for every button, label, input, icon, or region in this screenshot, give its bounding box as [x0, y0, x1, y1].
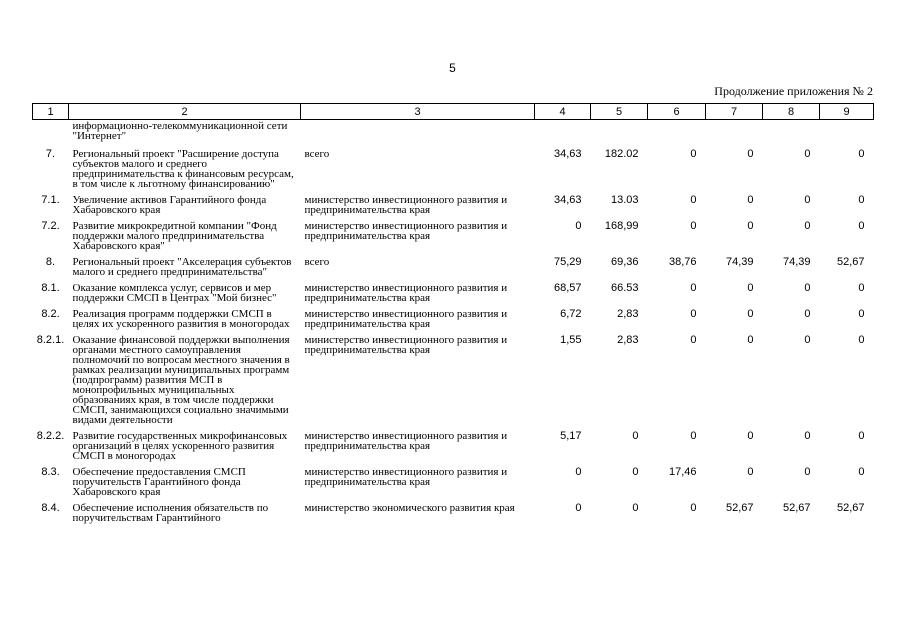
page-number: 5	[449, 61, 456, 75]
value-col-7: 52,67	[725, 502, 754, 514]
column-header: 7	[706, 104, 763, 120]
value-col-9: 0	[858, 220, 865, 232]
row-executor: министерство инвестиционного развития и предпринимательства края	[304, 466, 508, 488]
value-col-5: 0	[632, 466, 639, 478]
value-col-8: 0	[804, 148, 811, 160]
value-col-4: 1,55	[560, 334, 582, 346]
value-col-5: 66.53	[610, 282, 639, 294]
value-col-9: 0	[858, 308, 865, 320]
value-col-8: 0	[804, 308, 811, 320]
column-header: 4	[535, 104, 591, 120]
table-body	[33, 120, 874, 528]
row-name: Региональный проект "Расширение доступа субъектов малого и среднего предпринимательства к финансовым ресурсам, в том числе к льготному финансированию"	[72, 148, 294, 190]
column-header: 1	[33, 104, 69, 120]
value-col-9: 0	[858, 148, 865, 160]
row-executor: министерство экономического развития края	[304, 502, 515, 514]
row-executor: министерство инвестиционного развития и предпринимательства края	[304, 282, 508, 304]
row-number: 7.	[45, 148, 56, 160]
row-executor: министерство инвестиционного развития и предпринимательства края	[304, 194, 508, 216]
value-col-8: 52,67	[782, 502, 811, 514]
column-header: 9	[820, 104, 874, 120]
row-executor: всего	[304, 148, 330, 160]
value-col-5: 168,99	[604, 220, 639, 232]
value-col-7: 0	[747, 148, 754, 160]
value-col-4: 68,57	[553, 282, 582, 294]
row-executor: всего	[304, 256, 330, 268]
row-number	[33, 120, 69, 148]
row-name: Оказание финансовой поддержки выполнения органами местного самоуправления полномочий по вопросам местного значения в рамках реализации муниципальных программ (подпрограмм) развития МСП в монопрофильных муниципальных образованиях края, в том числе поддержки СМСП, занимающихся социально значимыми видами деятельности	[72, 334, 290, 426]
value-col-7	[706, 120, 763, 148]
value-col-4: 0	[575, 466, 582, 478]
value-col-4: 5,17	[560, 430, 582, 442]
table-row	[33, 307, 874, 333]
value-col-8: 0	[804, 194, 811, 206]
value-col-4	[535, 120, 591, 148]
value-col-8: 74,39	[782, 256, 811, 268]
appendix-table	[32, 103, 874, 527]
value-col-7: 0	[747, 430, 754, 442]
value-col-5: 13.03	[610, 194, 639, 206]
row-name: Реализация программ поддержки СМСП в целях их ускоренного развития в моногородах	[72, 308, 290, 330]
row-number: 8.1.	[41, 282, 60, 294]
value-col-7: 0	[747, 308, 754, 320]
value-col-6: 0	[690, 334, 697, 346]
value-col-6: 0	[690, 194, 697, 206]
value-col-6: 0	[690, 282, 697, 294]
row-number: 7.2.	[41, 220, 60, 232]
row-number: 8.2.1.	[36, 334, 65, 346]
value-col-6	[648, 120, 706, 148]
row-executor: министерство инвестиционного развития и предпринимательства края	[304, 308, 508, 330]
table-row	[33, 193, 874, 219]
row-name: Развитие микрокредитной компании "Фонд поддержки малого предпринимательства Хабаровского края"	[72, 220, 277, 252]
row-number: 8.3.	[41, 466, 60, 478]
value-col-4: 0	[575, 502, 582, 514]
table-row	[33, 281, 874, 307]
table-row	[33, 255, 874, 281]
value-col-5: 0	[632, 502, 639, 514]
row-number: 8.	[45, 256, 56, 268]
value-col-4: 75,29	[553, 256, 582, 268]
value-col-6: 0	[690, 430, 697, 442]
value-col-5: 182.02	[604, 148, 639, 160]
value-col-8: 0	[804, 466, 811, 478]
row-name: информационно-телекоммуникационной сети "Интернет"	[72, 120, 288, 142]
column-header: 6	[648, 104, 706, 120]
value-col-7: 0	[747, 334, 754, 346]
table-row	[33, 501, 874, 527]
table-row	[33, 147, 874, 193]
value-col-8: 0	[804, 430, 811, 442]
table-row	[33, 429, 874, 465]
value-col-5: 69,36	[610, 256, 639, 268]
column-header: 3	[301, 104, 535, 120]
value-col-7: 0	[747, 282, 754, 294]
column-number-row	[33, 104, 874, 120]
value-col-5	[591, 120, 648, 148]
value-col-7: 0	[747, 194, 754, 206]
value-col-6: 38,76	[668, 256, 697, 268]
row-executor: министерство инвестиционного развития и предпринимательства края	[304, 220, 508, 242]
value-col-8: 0	[804, 220, 811, 232]
value-col-4: 0	[575, 220, 582, 232]
value-col-6: 17,46	[668, 466, 697, 478]
value-col-6: 0	[690, 502, 697, 514]
value-col-4: 34,63	[553, 148, 582, 160]
row-name: Обеспечение предоставления СМСП поручительств Гарантийного фонда Хабаровского края	[72, 466, 246, 498]
value-col-8: 0	[804, 282, 811, 294]
value-col-6: 0	[690, 148, 697, 160]
value-col-9: 52,67	[836, 256, 865, 268]
row-number: 7.1.	[41, 194, 60, 206]
continuation-label: Продолжение приложения № 2	[714, 84, 873, 98]
value-col-9: 52,67	[836, 502, 865, 514]
row-number: 8.4.	[41, 502, 60, 514]
value-col-7: 0	[747, 220, 754, 232]
row-name: Региональный проект "Акселерация субъектов малого и среднего предпринимательства"	[72, 256, 292, 278]
value-col-9: 0	[858, 466, 865, 478]
value-col-5: 2,83	[617, 334, 639, 346]
row-name: Увеличение активов Гарантийного фонда Хабаровского края	[72, 194, 267, 216]
row-executor	[301, 120, 535, 148]
value-col-9: 0	[858, 334, 865, 346]
table-row	[33, 219, 874, 255]
table-row	[33, 333, 874, 429]
table-row	[33, 120, 874, 148]
row-executor: министерство инвестиционного развития и предпринимательства края	[304, 430, 508, 452]
row-name: Оказание комплекса услуг, сервисов и мер поддержки СМСП в Центрах "Мой бизнес"	[72, 282, 277, 304]
row-number: 8.2.	[41, 308, 60, 320]
row-executor: министерство инвестиционного развития и предпринимательства края	[304, 334, 508, 356]
column-header: 2	[69, 104, 301, 120]
column-header: 5	[591, 104, 648, 120]
table-row	[33, 465, 874, 501]
value-col-6: 0	[690, 220, 697, 232]
value-col-5: 0	[632, 430, 639, 442]
value-col-7: 74,39	[725, 256, 754, 268]
row-number: 8.2.2.	[36, 430, 65, 442]
value-col-4: 34,63	[553, 194, 582, 206]
value-col-8: 0	[804, 334, 811, 346]
value-col-8	[763, 120, 820, 148]
value-col-9: 0	[858, 430, 865, 442]
row-name: Обеспечение исполнения обязательств по поручительствам Гарантийного	[72, 502, 269, 524]
value-col-9: 0	[858, 282, 865, 294]
value-col-4: 6,72	[560, 308, 582, 320]
row-name: Развитие государственных микрофинансовых организаций в целях ускоренного развития СМСП в моногородах	[72, 430, 288, 462]
column-header: 8	[763, 104, 820, 120]
value-col-9	[820, 120, 874, 148]
value-col-5: 2,83	[617, 308, 639, 320]
value-col-6: 0	[690, 308, 697, 320]
value-col-9: 0	[858, 194, 865, 206]
value-col-7: 0	[747, 466, 754, 478]
